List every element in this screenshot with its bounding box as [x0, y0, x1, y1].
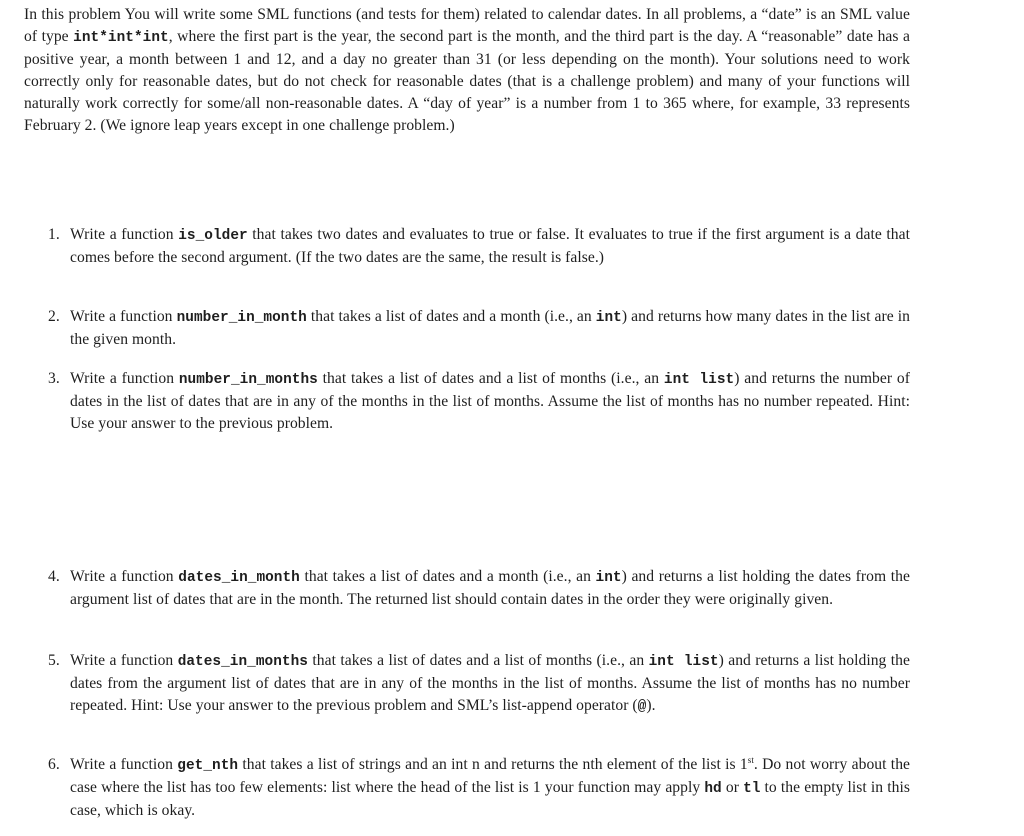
date-type-code: int*int*int: [73, 30, 169, 46]
problem-6: [48, 754, 911, 822]
tl-code: tl: [743, 781, 761, 797]
problem-text: that takes a list of dates and a month (i.e., an: [306, 308, 596, 325]
type-code: int list: [663, 372, 735, 388]
problem-text: that takes a list of dates and a list of months (i.e., an: [307, 652, 649, 669]
problem-text: . Do not worry about the case where the list has too few elements: list where the head of the list is 1 your function may apply: [70, 756, 911, 796]
hd-code: hd: [704, 781, 722, 797]
problem-number: 1.: [48, 226, 60, 243]
problem-number: 6.: [48, 756, 60, 773]
problem-number: 4.: [48, 568, 60, 585]
problem-text: Write a function: [70, 370, 179, 387]
problem-text: Write a function: [70, 652, 178, 669]
ordinal-superscript: st: [747, 754, 754, 765]
function-name-code: number_in_month: [176, 310, 307, 326]
type-code: int list: [648, 654, 719, 670]
intro-text: , where the first part is the year, the second part is the month, and the third part is the day. A “reasonable” date has a positive year, a month between 1 and 12, and a day no greater than 31 (or less depending on the month). Your solutions need to work correctly only for reasonable dates, but do not check for reasonable dates (that is a challenge problem) and many of your functions will naturally work correctly for some/all non-reasonable dates. A “day of year” is a number from 1 to 365 where, for example, 33 represents February 2. (We ignore leap years except in one challenge problem.): [24, 28, 910, 134]
problem-text: that takes a list of dates and a month (i.e., an: [299, 568, 596, 585]
problem-text: ) and returns a list holding the dates from the argument list of dates that are in any of the months in the list of months. Assume the list of months has no number repeated. Hint: Use your answer to the previous problem and SML’s list-append operator (: [70, 652, 911, 714]
problem-3: [48, 368, 910, 435]
problem-text: ) and returns a list holding the dates from the argument list of dates that are in the month. The returned list should contain dates in the order they were originally given.: [70, 568, 910, 608]
function-name-code: is_older: [178, 228, 248, 244]
problem-text: ) and returns the number of dates in the list of dates that are in any of the months in the list of months. Assume the list of months has no number repeated. Hint: Use your answer to the previous problem.: [70, 370, 910, 432]
problem-text: that takes two dates and evaluates to true or false. It evaluates to true if the first argument is a date that comes before the second argument. (If the two dates are the same, the result is false.): [70, 226, 910, 266]
problem-5: [48, 650, 911, 718]
function-name-code: dates_in_months: [177, 654, 308, 670]
problem-text: or: [721, 779, 744, 796]
problem-2: [48, 306, 910, 351]
assignment-page: [24, 4, 911, 819]
problem-text: Write a function: [70, 308, 177, 325]
problem-text: ).: [646, 697, 656, 714]
problem-text: ) and returns how many dates in the list are in the given month.: [70, 308, 910, 348]
function-name-code: dates_in_month: [178, 570, 300, 586]
problem-number: 2.: [48, 308, 60, 325]
problem-text: that takes a list of dates and a list of months (i.e., an: [317, 370, 664, 387]
problem-number: 5.: [48, 652, 60, 669]
problem-text: that takes a list of strings and an int n and returns the nth element of the list is 1: [238, 756, 748, 773]
problem-4: [48, 566, 910, 611]
type-code: int: [595, 310, 622, 326]
problem-text: Write a function: [70, 568, 179, 585]
problem-number: 3.: [48, 370, 60, 387]
intro-text: In this problem You will write some SML functions (and tests for them) related to calendar dates. In all problems, a “date” is an SML value of type: [24, 6, 910, 45]
function-name-code: get_nth: [177, 758, 239, 774]
problem-text: Write a function: [70, 756, 178, 773]
problem-text: to the empty list in this case, which is okay.: [70, 779, 910, 819]
type-code: int: [595, 570, 622, 586]
function-name-code: number_in_months: [178, 372, 318, 388]
intro-paragraph: [24, 4, 910, 137]
append-operator-code: @: [637, 699, 647, 715]
problem-1: [48, 224, 910, 269]
problem-text: Write a function: [70, 226, 179, 243]
